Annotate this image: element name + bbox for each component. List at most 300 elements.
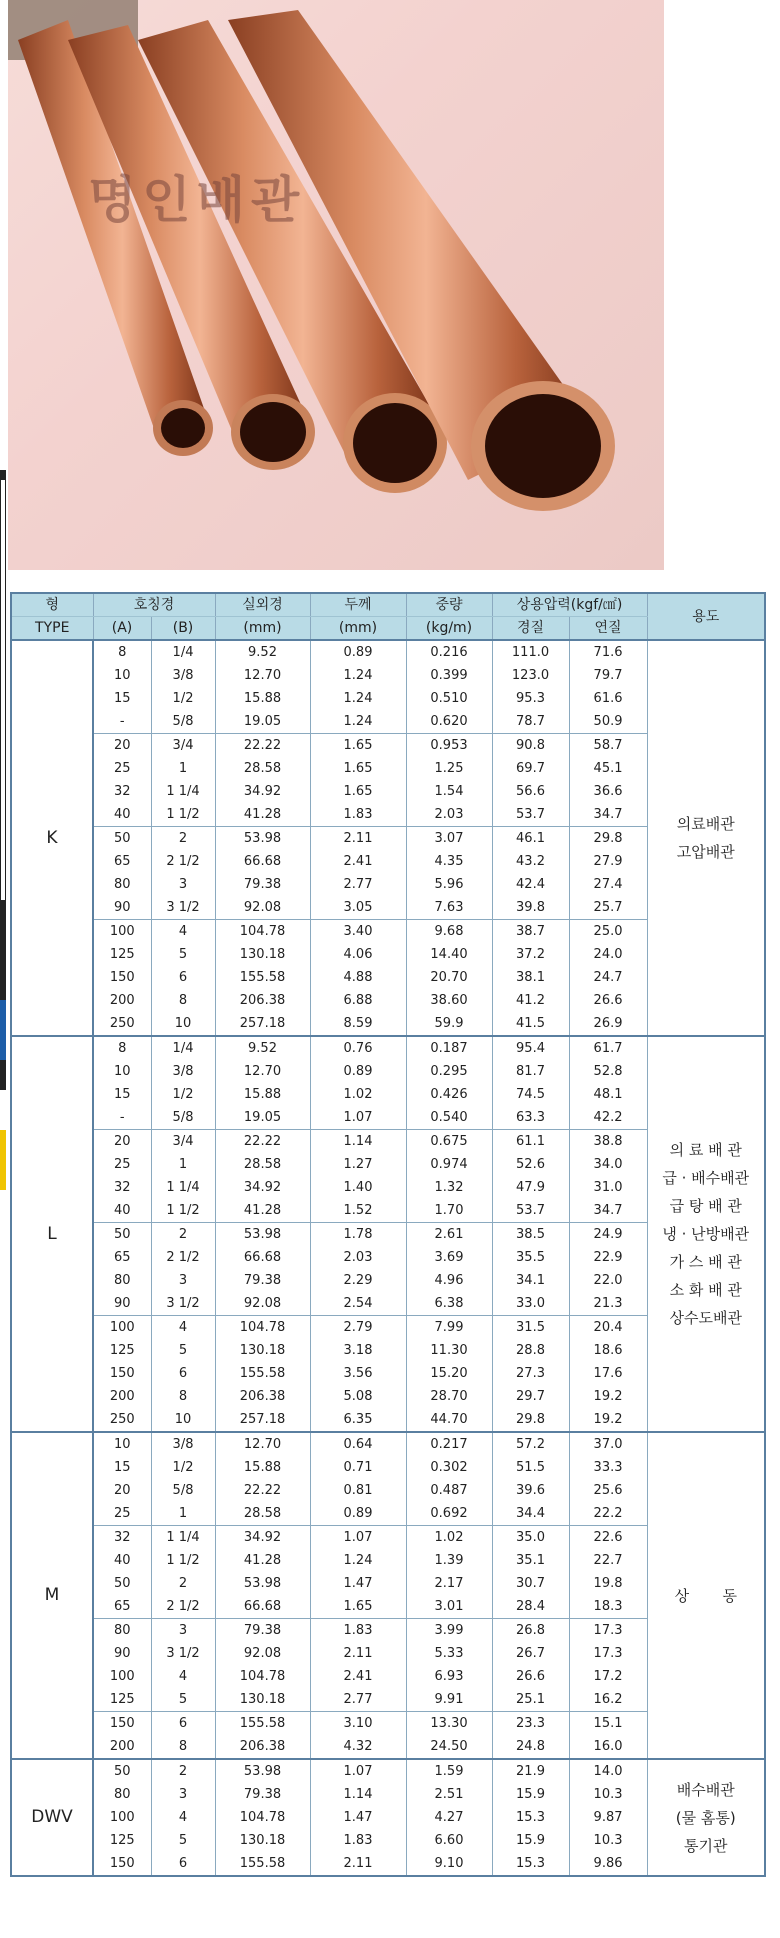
pressure-soft-cell: 18.6 xyxy=(569,1339,647,1362)
weight-cell: 0.675 xyxy=(406,1130,492,1154)
pressure-hard-cell: 53.7 xyxy=(492,803,569,827)
size-a-cell: 80 xyxy=(93,1783,151,1806)
size-b-cell: 8 xyxy=(151,1385,215,1408)
pressure-soft-cell: 22.0 xyxy=(569,1269,647,1292)
thickness-cell: 4.32 xyxy=(310,1735,406,1759)
thickness-cell: 0.89 xyxy=(310,640,406,664)
weight-cell: 14.40 xyxy=(406,943,492,966)
pressure-soft-cell: 52.8 xyxy=(569,1060,647,1083)
size-b-cell: 4 xyxy=(151,1665,215,1688)
size-a-cell: 200 xyxy=(93,1385,151,1408)
weight-cell: 2.51 xyxy=(406,1783,492,1806)
table-row xyxy=(11,1759,765,1783)
size-b-cell: 3 xyxy=(151,1619,215,1643)
outer-diameter-cell: 12.70 xyxy=(215,1060,310,1083)
outer-diameter-cell: 79.38 xyxy=(215,1619,310,1643)
pressure-hard-cell: 46.1 xyxy=(492,827,569,851)
weight-cell: 3.99 xyxy=(406,1619,492,1643)
size-b-cell: 4 xyxy=(151,1316,215,1340)
use-line: 통기관 xyxy=(684,1836,728,1855)
size-a-cell: 32 xyxy=(93,1526,151,1550)
thickness-cell: 2.11 xyxy=(310,1642,406,1665)
outer-diameter-cell: 34.92 xyxy=(215,780,310,803)
pressure-soft-cell: 14.0 xyxy=(569,1759,647,1783)
table-row xyxy=(11,1432,765,1456)
thickness-cell: 0.71 xyxy=(310,1456,406,1479)
pressure-soft-cell: 25.6 xyxy=(569,1479,647,1502)
size-b-cell: 5 xyxy=(151,1688,215,1712)
pressure-hard-cell: 26.6 xyxy=(492,1665,569,1688)
size-a-cell: 65 xyxy=(93,1246,151,1269)
weight-cell: 0.510 xyxy=(406,687,492,710)
pressure-hard-cell: 74.5 xyxy=(492,1083,569,1106)
pressure-soft-cell: 9.87 xyxy=(569,1806,647,1829)
pressure-hard-cell: 111.0 xyxy=(492,640,569,664)
type-label: L xyxy=(11,1036,93,1432)
pressure-soft-cell: 19.2 xyxy=(569,1408,647,1432)
pressure-hard-cell: 41.5 xyxy=(492,1012,569,1036)
size-a-cell: 8 xyxy=(93,640,151,664)
outer-diameter-cell: 79.38 xyxy=(215,873,310,896)
table-row xyxy=(11,1036,765,1060)
pressure-soft-cell: 19.2 xyxy=(569,1385,647,1408)
weight-cell: 1.32 xyxy=(406,1176,492,1199)
pressure-soft-cell: 71.6 xyxy=(569,640,647,664)
edge-strip-yellow xyxy=(0,1130,6,1190)
size-b-cell: 4 xyxy=(151,1806,215,1829)
pressure-soft-cell: 24.9 xyxy=(569,1223,647,1247)
weight-cell: 2.17 xyxy=(406,1572,492,1595)
thickness-cell: 4.88 xyxy=(310,966,406,989)
size-a-cell: 125 xyxy=(93,943,151,966)
outer-diameter-cell: 155.58 xyxy=(215,1712,310,1736)
edge-strip-blue xyxy=(0,1000,6,1060)
size-a-cell: 32 xyxy=(93,1176,151,1199)
use-line: 상수도배관 xyxy=(669,1309,742,1327)
outer-diameter-cell: 9.52 xyxy=(215,1036,310,1060)
outer-diameter-cell: 41.28 xyxy=(215,1199,310,1223)
size-a-cell: 25 xyxy=(93,1153,151,1176)
size-b-cell: 3/8 xyxy=(151,1060,215,1083)
pressure-hard-cell: 53.7 xyxy=(492,1199,569,1223)
weight-cell: 2.03 xyxy=(406,803,492,827)
size-a-cell: 25 xyxy=(93,1502,151,1526)
pressure-soft-cell: 10.3 xyxy=(569,1783,647,1806)
header-pressure-hard: 경질 xyxy=(492,617,569,641)
pressure-hard-cell: 42.4 xyxy=(492,873,569,896)
size-b-cell: 8 xyxy=(151,1735,215,1759)
size-a-cell: 40 xyxy=(93,803,151,827)
thickness-cell: 2.41 xyxy=(310,850,406,873)
weight-cell: 3.07 xyxy=(406,827,492,851)
header-pressure: 상용압력(kgf/㎠) xyxy=(492,593,647,617)
thickness-cell: 2.29 xyxy=(310,1269,406,1292)
thickness-cell: 2.11 xyxy=(310,1852,406,1876)
size-b-cell: 5/8 xyxy=(151,1106,215,1130)
pressure-soft-cell: 61.7 xyxy=(569,1036,647,1060)
size-a-cell: 80 xyxy=(93,873,151,896)
pressure-soft-cell: 9.86 xyxy=(569,1852,647,1876)
size-a-cell: 40 xyxy=(93,1199,151,1223)
weight-cell: 4.35 xyxy=(406,850,492,873)
size-a-cell: 125 xyxy=(93,1829,151,1852)
weight-cell: 6.60 xyxy=(406,1829,492,1852)
outer-diameter-cell: 15.88 xyxy=(215,1083,310,1106)
pressure-hard-cell: 26.8 xyxy=(492,1619,569,1643)
weight-cell: 24.50 xyxy=(406,1735,492,1759)
outer-diameter-cell: 15.88 xyxy=(215,687,310,710)
thickness-cell: 3.05 xyxy=(310,896,406,920)
size-b-cell: 2 1/2 xyxy=(151,1595,215,1619)
size-a-cell: 50 xyxy=(93,1759,151,1783)
size-b-cell: 2 xyxy=(151,1223,215,1247)
thickness-cell: 3.10 xyxy=(310,1712,406,1736)
size-a-cell: 20 xyxy=(93,1479,151,1502)
weight-cell: 59.9 xyxy=(406,1012,492,1036)
weight-cell: 2.61 xyxy=(406,1223,492,1247)
header-weight: 중량 xyxy=(406,593,492,617)
header-use: 용도 xyxy=(647,593,765,640)
type-label: K xyxy=(11,640,93,1036)
size-b-cell: 2 1/2 xyxy=(151,1246,215,1269)
outer-diameter-cell: 155.58 xyxy=(215,1852,310,1876)
pressure-soft-cell: 27.4 xyxy=(569,873,647,896)
size-a-cell: 40 xyxy=(93,1549,151,1572)
header-thickness: 두께 xyxy=(310,593,406,617)
outer-diameter-cell: 22.22 xyxy=(215,734,310,758)
pressure-hard-cell: 29.8 xyxy=(492,1408,569,1432)
size-a-cell: 100 xyxy=(93,1665,151,1688)
size-a-cell: 125 xyxy=(93,1339,151,1362)
size-a-cell: 150 xyxy=(93,1712,151,1736)
outer-diameter-cell: 22.22 xyxy=(215,1130,310,1154)
weight-cell: 44.70 xyxy=(406,1408,492,1432)
size-b-cell: 5 xyxy=(151,1339,215,1362)
outer-diameter-cell: 155.58 xyxy=(215,1362,310,1385)
outer-diameter-cell: 15.88 xyxy=(215,1456,310,1479)
copper-pipe-spec-table xyxy=(10,592,766,1877)
thickness-cell: 1.65 xyxy=(310,780,406,803)
pressure-soft-cell: 22.6 xyxy=(569,1526,647,1550)
outer-diameter-cell: 28.58 xyxy=(215,1153,310,1176)
weight-cell: 0.620 xyxy=(406,710,492,734)
table-row xyxy=(11,640,765,664)
size-a-cell: 100 xyxy=(93,920,151,944)
thickness-cell: 1.65 xyxy=(310,734,406,758)
pressure-hard-cell: 90.8 xyxy=(492,734,569,758)
size-a-cell: 80 xyxy=(93,1619,151,1643)
use-cell xyxy=(647,1759,765,1876)
thickness-cell: 0.76 xyxy=(310,1036,406,1060)
spec-table-container xyxy=(10,592,764,1936)
watermark: 명인배관 xyxy=(88,171,306,229)
thickness-cell: 1.83 xyxy=(310,1619,406,1643)
size-b-cell: 3/4 xyxy=(151,734,215,758)
pressure-hard-cell: 95.4 xyxy=(492,1036,569,1060)
size-b-cell: 1 1/2 xyxy=(151,1549,215,1572)
pressure-soft-cell: 24.0 xyxy=(569,943,647,966)
pressure-soft-cell: 22.9 xyxy=(569,1246,647,1269)
size-a-cell: 250 xyxy=(93,1408,151,1432)
outer-diameter-cell: 53.98 xyxy=(215,1572,310,1595)
pressure-soft-cell: 24.7 xyxy=(569,966,647,989)
pressure-soft-cell: 36.6 xyxy=(569,780,647,803)
weight-cell: 1.54 xyxy=(406,780,492,803)
thickness-cell: 1.24 xyxy=(310,1549,406,1572)
outer-diameter-cell: 130.18 xyxy=(215,943,310,966)
outer-diameter-cell: 19.05 xyxy=(215,710,310,734)
pressure-hard-cell: 26.7 xyxy=(492,1642,569,1665)
size-b-cell: 5 xyxy=(151,1829,215,1852)
outer-diameter-cell: 22.22 xyxy=(215,1479,310,1502)
header-nominal-a: (A) xyxy=(93,617,151,641)
pressure-hard-cell: 15.9 xyxy=(492,1783,569,1806)
thickness-cell: 3.40 xyxy=(310,920,406,944)
outer-diameter-cell: 66.68 xyxy=(215,1246,310,1269)
pressure-hard-cell: 95.3 xyxy=(492,687,569,710)
weight-cell: 0.302 xyxy=(406,1456,492,1479)
use-line: 고압배관 xyxy=(676,843,735,861)
pressure-hard-cell: 38.5 xyxy=(492,1223,569,1247)
weight-cell: 13.30 xyxy=(406,1712,492,1736)
pressure-hard-cell: 37.2 xyxy=(492,943,569,966)
weight-cell: 0.692 xyxy=(406,1502,492,1526)
outer-diameter-cell: 79.38 xyxy=(215,1269,310,1292)
pressure-soft-cell: 22.2 xyxy=(569,1502,647,1526)
use-line: 급 · 배수배관 xyxy=(662,1169,750,1187)
thickness-cell: 2.77 xyxy=(310,1688,406,1712)
weight-cell: 9.10 xyxy=(406,1852,492,1876)
use-line: (물 홈통) xyxy=(675,1808,736,1827)
pressure-hard-cell: 69.7 xyxy=(492,757,569,780)
outer-diameter-cell: 92.08 xyxy=(215,1292,310,1316)
thickness-cell: 2.79 xyxy=(310,1316,406,1340)
size-b-cell: 6 xyxy=(151,1712,215,1736)
weight-cell: 4.27 xyxy=(406,1806,492,1829)
pressure-hard-cell: 56.6 xyxy=(492,780,569,803)
use-line: 배수배관 xyxy=(676,1780,735,1799)
weight-cell: 0.295 xyxy=(406,1060,492,1083)
outer-diameter-cell: 130.18 xyxy=(215,1339,310,1362)
outer-diameter-cell: 104.78 xyxy=(215,1806,310,1829)
header-type-en: TYPE xyxy=(11,617,93,641)
use-line: 상 동 xyxy=(674,1586,737,1605)
thickness-cell: 8.59 xyxy=(310,1012,406,1036)
outer-diameter-cell: 206.38 xyxy=(215,989,310,1012)
size-b-cell: 1/4 xyxy=(151,640,215,664)
weight-cell: 6.93 xyxy=(406,1665,492,1688)
weight-cell: 3.69 xyxy=(406,1246,492,1269)
size-b-cell: 5/8 xyxy=(151,710,215,734)
copper-pipe-photo xyxy=(8,0,664,570)
outer-diameter-cell: 130.18 xyxy=(215,1688,310,1712)
pressure-hard-cell: 34.4 xyxy=(492,1502,569,1526)
pressure-hard-cell: 57.2 xyxy=(492,1432,569,1456)
pressure-soft-cell: 26.6 xyxy=(569,989,647,1012)
size-b-cell: 1/2 xyxy=(151,1083,215,1106)
size-a-cell: - xyxy=(93,710,151,734)
weight-cell: 28.70 xyxy=(406,1385,492,1408)
outer-diameter-cell: 130.18 xyxy=(215,1829,310,1852)
size-b-cell: 5/8 xyxy=(151,1479,215,1502)
pressure-hard-cell: 39.8 xyxy=(492,896,569,920)
pressure-soft-cell: 17.6 xyxy=(569,1362,647,1385)
size-a-cell: 50 xyxy=(93,1572,151,1595)
pressure-hard-cell: 34.1 xyxy=(492,1269,569,1292)
weight-cell: 0.187 xyxy=(406,1036,492,1060)
outer-diameter-cell: 12.70 xyxy=(215,664,310,687)
weight-cell: 9.68 xyxy=(406,920,492,944)
weight-cell: 1.39 xyxy=(406,1549,492,1572)
thickness-cell: 2.41 xyxy=(310,1665,406,1688)
pressure-soft-cell: 15.1 xyxy=(569,1712,647,1736)
weight-cell: 1.59 xyxy=(406,1759,492,1783)
pressure-soft-cell: 17.2 xyxy=(569,1665,647,1688)
header-nominal: 호칭경 xyxy=(93,593,215,617)
weight-cell: 0.487 xyxy=(406,1479,492,1502)
pressure-soft-cell: 34.0 xyxy=(569,1153,647,1176)
outer-diameter-cell: 79.38 xyxy=(215,1783,310,1806)
size-b-cell: 3 1/2 xyxy=(151,896,215,920)
thickness-cell: 0.81 xyxy=(310,1479,406,1502)
pressure-soft-cell: 21.3 xyxy=(569,1292,647,1316)
pressure-soft-cell: 18.3 xyxy=(569,1595,647,1619)
weight-cell: 0.217 xyxy=(406,1432,492,1456)
pressure-hard-cell: 27.3 xyxy=(492,1362,569,1385)
size-a-cell: 100 xyxy=(93,1316,151,1340)
size-a-cell: 125 xyxy=(93,1688,151,1712)
size-a-cell: 15 xyxy=(93,1083,151,1106)
weight-cell: 7.63 xyxy=(406,896,492,920)
pressure-soft-cell: 34.7 xyxy=(569,803,647,827)
pressure-hard-cell: 43.2 xyxy=(492,850,569,873)
weight-cell: 0.216 xyxy=(406,640,492,664)
size-b-cell: 3 1/2 xyxy=(151,1292,215,1316)
outer-diameter-cell: 66.68 xyxy=(215,1595,310,1619)
thickness-cell: 1.52 xyxy=(310,1199,406,1223)
header-type: 형 xyxy=(11,593,93,617)
thickness-cell: 1.14 xyxy=(310,1130,406,1154)
size-a-cell: - xyxy=(93,1106,151,1130)
pressure-hard-cell: 35.1 xyxy=(492,1549,569,1572)
size-b-cell: 2 xyxy=(151,1759,215,1783)
size-a-cell: 15 xyxy=(93,1456,151,1479)
size-b-cell: 2 xyxy=(151,1572,215,1595)
outer-diameter-cell: 53.98 xyxy=(215,1759,310,1783)
outer-diameter-cell: 28.58 xyxy=(215,757,310,780)
weight-cell: 38.60 xyxy=(406,989,492,1012)
pressure-hard-cell: 33.0 xyxy=(492,1292,569,1316)
outer-diameter-cell: 92.08 xyxy=(215,896,310,920)
pressure-hard-cell: 39.6 xyxy=(492,1479,569,1502)
pressure-soft-cell: 25.7 xyxy=(569,896,647,920)
size-a-cell: 50 xyxy=(93,1223,151,1247)
size-a-cell: 15 xyxy=(93,687,151,710)
pressure-hard-cell: 15.3 xyxy=(492,1806,569,1829)
pressure-soft-cell: 29.8 xyxy=(569,827,647,851)
size-a-cell: 10 xyxy=(93,664,151,687)
pressure-hard-cell: 28.8 xyxy=(492,1339,569,1362)
outer-diameter-cell: 257.18 xyxy=(215,1012,310,1036)
use-line: 가 스 배 관 xyxy=(669,1253,742,1271)
pressure-hard-cell: 28.4 xyxy=(492,1595,569,1619)
size-b-cell: 3 xyxy=(151,1269,215,1292)
size-a-cell: 90 xyxy=(93,896,151,920)
use-line: 냉 · 난방배관 xyxy=(662,1225,750,1243)
weight-cell: 5.96 xyxy=(406,873,492,896)
outer-diameter-cell: 104.78 xyxy=(215,920,310,944)
header-pressure-soft: 연질 xyxy=(569,617,647,641)
pressure-hard-cell: 47.9 xyxy=(492,1176,569,1199)
size-b-cell: 1 1/2 xyxy=(151,803,215,827)
size-a-cell: 50 xyxy=(93,827,151,851)
thickness-cell: 1.65 xyxy=(310,1595,406,1619)
outer-diameter-cell: 155.58 xyxy=(215,966,310,989)
pressure-soft-cell: 16.2 xyxy=(569,1688,647,1712)
outer-diameter-cell: 41.28 xyxy=(215,1549,310,1572)
size-b-cell: 1 xyxy=(151,757,215,780)
outer-diameter-cell: 92.08 xyxy=(215,1642,310,1665)
pressure-hard-cell: 81.7 xyxy=(492,1060,569,1083)
weight-cell: 3.01 xyxy=(406,1595,492,1619)
thickness-cell: 1.40 xyxy=(310,1176,406,1199)
outer-diameter-cell: 206.38 xyxy=(215,1735,310,1759)
size-b-cell: 3/8 xyxy=(151,1432,215,1456)
pressure-hard-cell: 35.0 xyxy=(492,1526,569,1550)
weight-cell: 7.99 xyxy=(406,1316,492,1340)
size-b-cell: 6 xyxy=(151,1852,215,1876)
size-a-cell: 200 xyxy=(93,1735,151,1759)
pressure-soft-cell: 61.6 xyxy=(569,687,647,710)
size-a-cell: 250 xyxy=(93,1012,151,1036)
pressure-soft-cell: 34.7 xyxy=(569,1199,647,1223)
pressure-hard-cell: 61.1 xyxy=(492,1130,569,1154)
weight-cell: 1.70 xyxy=(406,1199,492,1223)
pressure-hard-cell: 30.7 xyxy=(492,1572,569,1595)
pressure-hard-cell: 15.3 xyxy=(492,1852,569,1876)
size-a-cell: 10 xyxy=(93,1432,151,1456)
use-line: 소 화 배 관 xyxy=(669,1281,742,1299)
size-a-cell: 90 xyxy=(93,1292,151,1316)
thickness-cell: 2.54 xyxy=(310,1292,406,1316)
pressure-hard-cell: 63.3 xyxy=(492,1106,569,1130)
pressure-soft-cell: 33.3 xyxy=(569,1456,647,1479)
pressure-hard-cell: 21.9 xyxy=(492,1759,569,1783)
size-b-cell: 1/2 xyxy=(151,1456,215,1479)
pressure-hard-cell: 52.6 xyxy=(492,1153,569,1176)
size-b-cell: 3/4 xyxy=(151,1130,215,1154)
header-weight-unit: (kg/m) xyxy=(406,617,492,641)
size-b-cell: 6 xyxy=(151,1362,215,1385)
size-b-cell: 1 1/2 xyxy=(151,1199,215,1223)
size-b-cell: 4 xyxy=(151,920,215,944)
pressure-soft-cell: 10.3 xyxy=(569,1829,647,1852)
size-a-cell: 90 xyxy=(93,1642,151,1665)
use-line: 의 료 배 관 xyxy=(669,1141,742,1159)
weight-cell: 9.91 xyxy=(406,1688,492,1712)
size-a-cell: 32 xyxy=(93,780,151,803)
pressure-hard-cell: 41.2 xyxy=(492,989,569,1012)
outer-diameter-cell: 19.05 xyxy=(215,1106,310,1130)
pressure-hard-cell: 15.9 xyxy=(492,1829,569,1852)
use-cell xyxy=(647,1432,765,1759)
weight-cell: 0.974 xyxy=(406,1153,492,1176)
pressure-soft-cell: 26.9 xyxy=(569,1012,647,1036)
weight-cell: 1.25 xyxy=(406,757,492,780)
pressure-soft-cell: 19.8 xyxy=(569,1572,647,1595)
size-a-cell: 10 xyxy=(93,1060,151,1083)
pressure-soft-cell: 42.2 xyxy=(569,1106,647,1130)
